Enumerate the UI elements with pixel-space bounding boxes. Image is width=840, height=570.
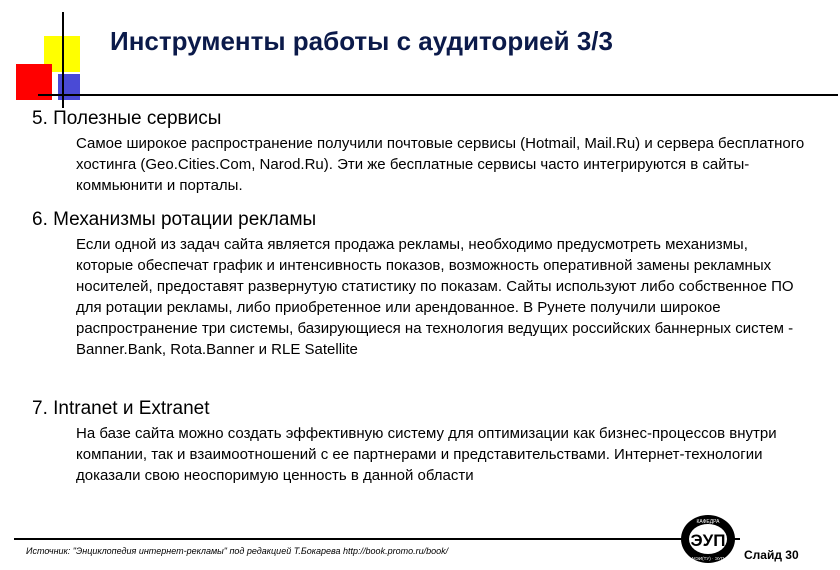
- section-body: Если одной из задач сайта является продажа рекламы, необходимо предусмотреть механизмы, которые обеспечат график и интенсивность показов, возможность оперативной замены рекламных носителей, предоставят развернутую статистику по показам. Сайты используют либо собственное ПО для ротации рекламы, либо приобретенное или арендованное. В Рунете получили широкое распространение три системы, базирующиеся на технология ведущих российских баннерных систем - Banner.Bank, Rota.Banner и RLE Satellite: [76, 236, 794, 358]
- section-intranet-extranet: [32, 398, 822, 486]
- logo-ring-bottom: МЭИ(ТУ) · ЭУП: [691, 556, 725, 561]
- section-body: На базе сайта можно создать эффективную систему для оптимизации как бизнес-процессов внутри компании, так и взаимоотношений с ее партнерами и представительствами. Интернет-технологии доказали свою неоспоримую ценность в данной области: [76, 425, 777, 484]
- section-heading: 6. Механизмы ротации рекламы: [32, 209, 317, 230]
- section-body: Самое широкое распространение получили почтовые сервисы (Hotmail, Mail.Ru) и сервера бесплатного хостинга (Geo.Cities.Com, Narod.Ru). Эти же бесплатные сервисы часто интегрируются в сайты-коммьюнити и порталы.: [76, 135, 805, 194]
- slide-title: Инструменты работы с аудиторией 3/3: [110, 26, 613, 56]
- department-logo: [680, 514, 736, 564]
- section-heading: 7. Intranet и Extranet: [32, 398, 210, 419]
- logo-letters: ЭУП: [690, 531, 726, 550]
- title-underline: [38, 94, 838, 96]
- section-ad-rotation: [32, 209, 822, 360]
- source-note: Источник: "Энциклопедия интернет-рекламы" под редакцией Т.Бокарева http://book.promo.ru/book/: [26, 546, 449, 556]
- logo-ring-top: КАФЕДРА: [696, 519, 720, 525]
- slide-number: Слайд 30: [744, 548, 799, 562]
- section-useful-services: [32, 108, 822, 196]
- section-heading: 5. Полезные сервисы: [32, 108, 222, 129]
- footer-divider: [14, 538, 740, 540]
